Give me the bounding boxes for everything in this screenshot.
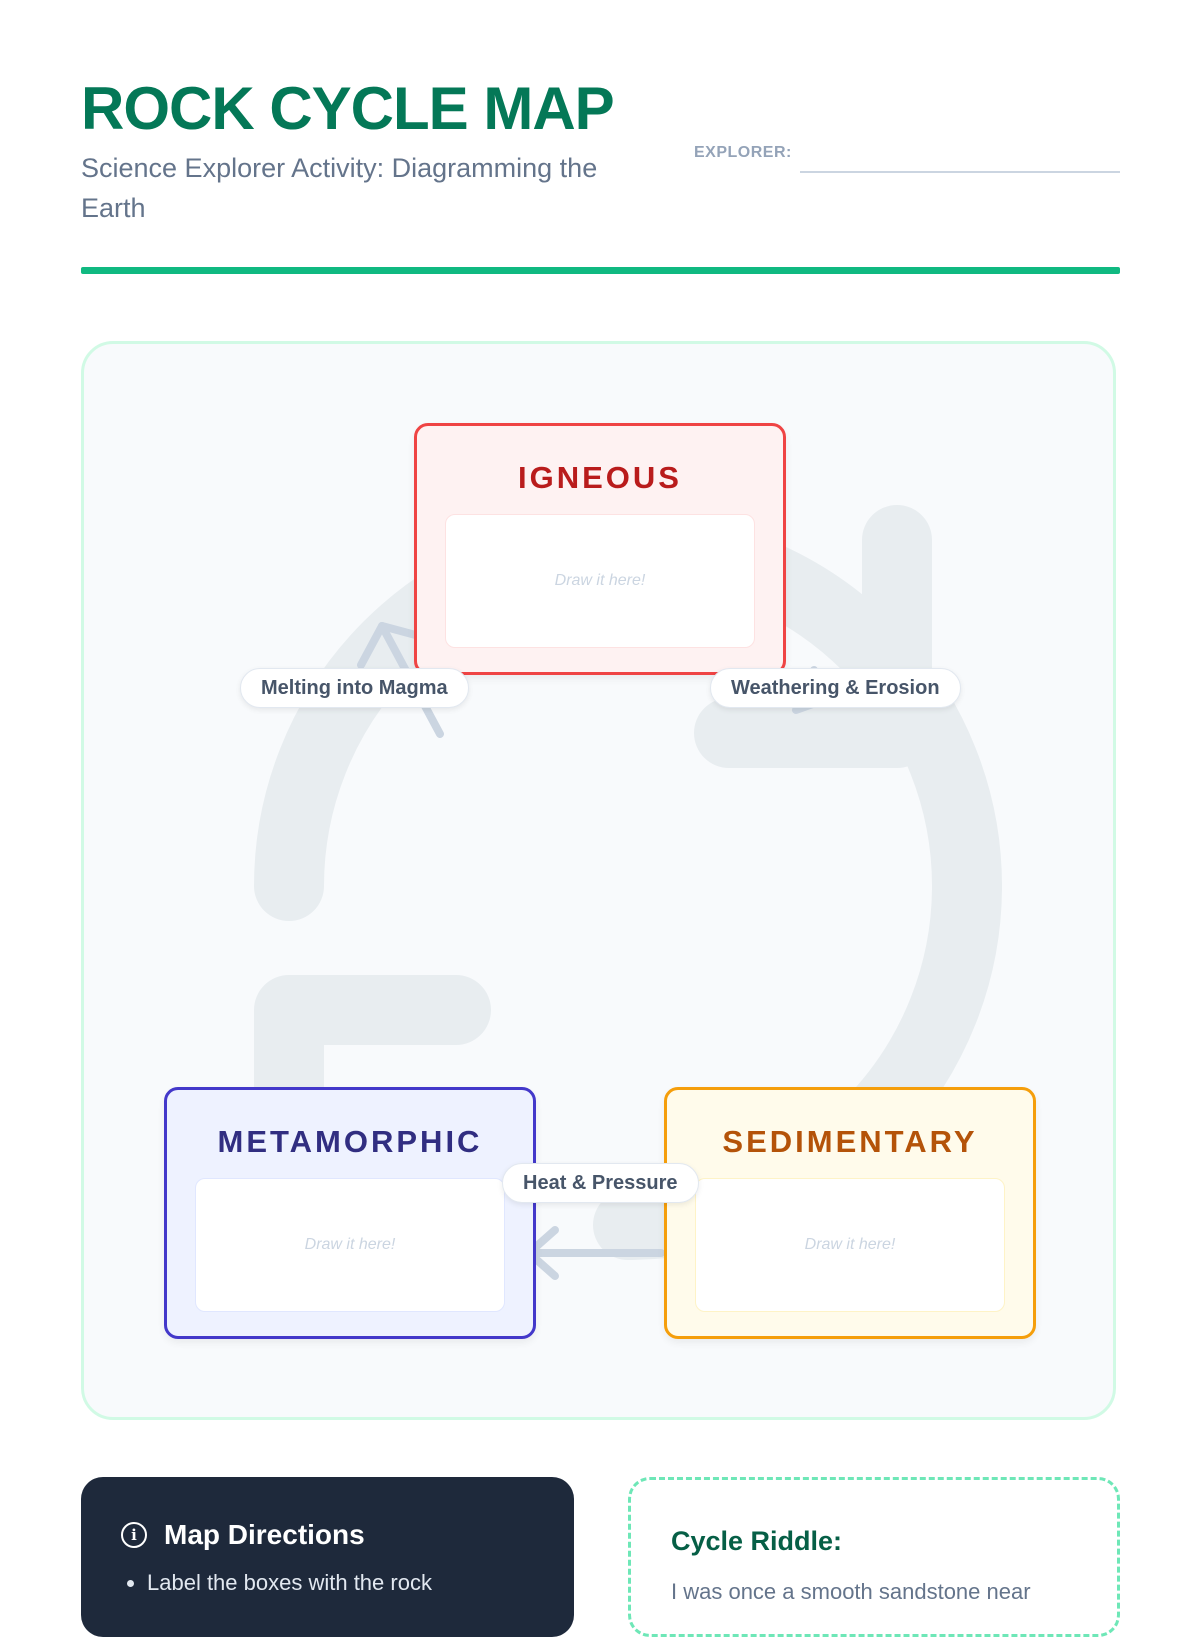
directions-header (121, 1519, 365, 1551)
info-icon: i (121, 1522, 147, 1548)
sedimentary-box (664, 1087, 1036, 1339)
riddle-title: Cycle Riddle: (671, 1526, 843, 1556)
explorer-label: EXPLORER: (694, 144, 792, 161)
header-divider (81, 267, 1120, 274)
metamorphic-label: METAMORPHIC (217, 1124, 483, 1159)
directions-title: Map Directions (164, 1519, 365, 1550)
sedimentary-drawing-area[interactable]: Draw it here! (695, 1178, 1005, 1312)
sedimentary-label: SEDIMENTARY (722, 1124, 978, 1159)
directions-list (119, 1567, 432, 1599)
igneous-drawing-area[interactable]: Draw it here! (445, 514, 755, 648)
page-subtitle: Science Explorer Activity: Diagramming the Earth (81, 153, 598, 223)
page-title: ROCK CYCLE MAP (81, 75, 614, 142)
map-directions-card (81, 1477, 574, 1637)
explorer-name-field[interactable] (800, 171, 1120, 173)
process-heat-label: Heat & Pressure (502, 1163, 699, 1203)
process-melting-label: Melting into Magma (240, 668, 469, 708)
process-weathering-label: Weathering & Erosion (710, 668, 961, 708)
metamorphic-box (164, 1087, 536, 1339)
igneous-label: IGNEOUS (518, 460, 682, 495)
metamorphic-drawing-area[interactable]: Draw it here! (195, 1178, 505, 1312)
directions-item: • Label the boxes with the rock (147, 1567, 432, 1599)
igneous-box (414, 423, 786, 675)
cycle-riddle-card (628, 1477, 1120, 1637)
riddle-text: I was once a smooth sandstone near (671, 1579, 1031, 1604)
cycle-arrowhead-bottom (289, 1010, 456, 1086)
